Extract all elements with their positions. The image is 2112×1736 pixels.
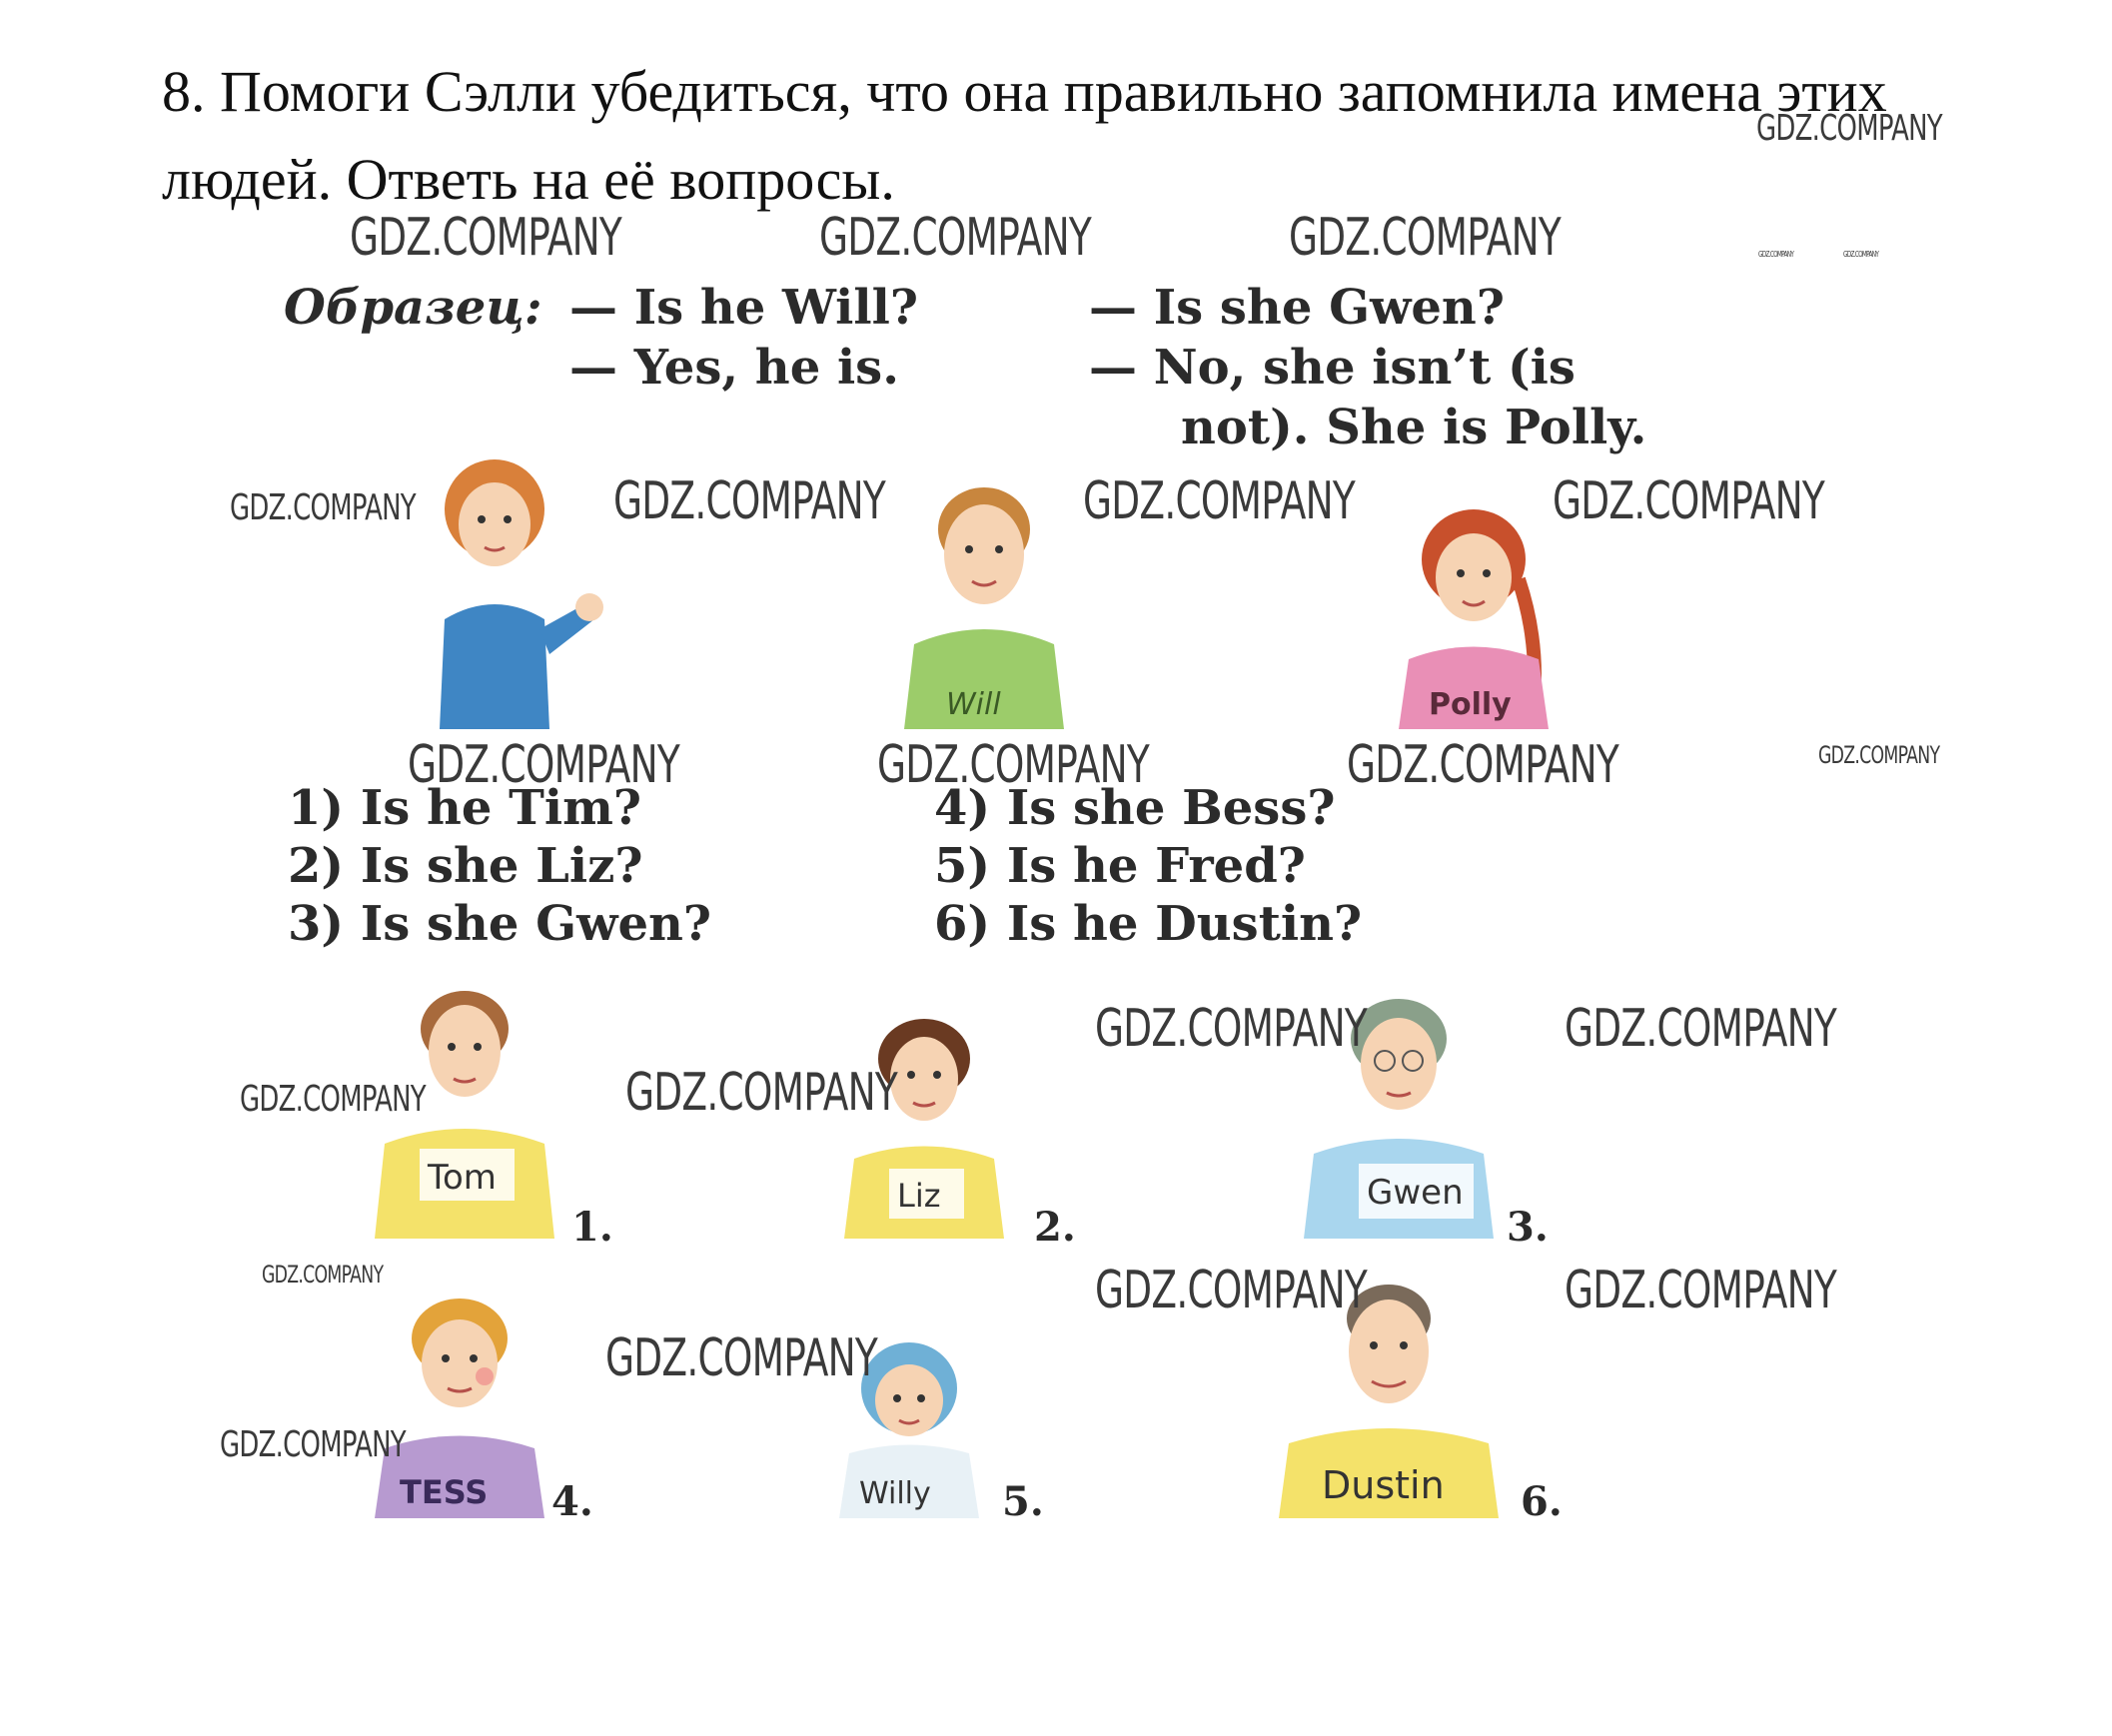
watermark: GDZ.COMPANY — [1565, 999, 1837, 1059]
watermark: GDZ.COMPANY — [230, 487, 416, 528]
watermark: GDZ.COMPANY — [1083, 471, 1356, 531]
watermark: GDZ.COMPANY — [1347, 735, 1619, 795]
person-2-number: 2. — [1034, 1204, 1076, 1251]
person-4-number: 4. — [551, 1478, 593, 1525]
watermark: GDZ.COMPANY — [350, 208, 622, 268]
girl-polly-illustration — [1389, 499, 1569, 729]
example-label: Образец: — [284, 280, 542, 336]
person-1-shirt-label: Tom — [428, 1158, 497, 1198]
person-2-liz — [839, 1009, 1009, 1239]
watermark: GDZ.COMPANY — [240, 1079, 426, 1120]
person-2-shirt-label: Liz — [897, 1177, 941, 1215]
polly-shirt-label: Polly — [1429, 687, 1512, 722]
question-6: 6) Is he Dustin? — [934, 896, 1363, 952]
person-6-number: 6. — [1521, 1478, 1563, 1525]
watermark: GDZ.COMPANY — [220, 1424, 406, 1465]
person-1-number: 1. — [571, 1204, 613, 1251]
will-shirt-label: Will — [946, 687, 1001, 722]
person-3-shirt-label: Gwen — [1367, 1173, 1464, 1213]
example-left-answer: — Yes, he is. — [569, 340, 899, 396]
watermark: GDZ.COMPANY — [1553, 471, 1825, 531]
watermark: GDZ.COMPANY — [1095, 1261, 1368, 1320]
watermark: GDZ.COMPANY — [1818, 741, 1940, 769]
watermark: GDZ.COMPANY — [605, 1328, 878, 1388]
person-5-number: 5. — [1002, 1478, 1044, 1525]
example-right-question: — Is she Gwen? — [1089, 280, 1505, 336]
person-3-number: 3. — [1507, 1204, 1549, 1251]
watermark: GDZ.COMPANY — [819, 208, 1092, 268]
watermark: GDZ.COMPANY — [1843, 250, 1879, 259]
question-2: 2) Is she Liz? — [288, 838, 643, 894]
watermark: GDZ.COMPANY — [625, 1063, 898, 1123]
question-1: 1) Is he Tim? — [288, 780, 642, 836]
person-4-tess — [370, 1289, 549, 1518]
watermark: GDZ.COMPANY — [1758, 250, 1794, 259]
watermark: GDZ.COMPANY — [1756, 108, 1942, 149]
girl-pointing-illustration — [400, 449, 619, 729]
watermark: GDZ.COMPANY — [262, 1261, 384, 1289]
person-4-shirt-label: TESS — [400, 1473, 489, 1511]
watermark: GDZ.COMPANY — [877, 735, 1150, 795]
watermark: GDZ.COMPANY — [1095, 999, 1368, 1059]
watermark: GDZ.COMPANY — [1289, 208, 1562, 268]
person-6-shirt-label: Dustin — [1322, 1463, 1445, 1507]
example-left-question: — Is he Will? — [569, 280, 918, 336]
watermark: GDZ.COMPANY — [613, 471, 886, 531]
question-4: 4) Is she Bess? — [934, 780, 1336, 836]
question-5: 5) Is he Fred? — [934, 838, 1306, 894]
person-5-shirt-label: Willy — [859, 1476, 931, 1511]
example-right-answer-line2: not). She is Polly. — [1181, 400, 1647, 455]
watermark: GDZ.COMPANY — [1565, 1261, 1837, 1320]
boy-will-illustration — [894, 469, 1074, 729]
task-text: 8. Помоги Сэлли убедиться, что она правильно запомнила имена этих людей. Ответь на её вопросы. — [162, 59, 1887, 212]
question-3: 3) Is she Gwen? — [288, 896, 712, 952]
example-right-answer-line1: — No, she isn’t (is — [1089, 340, 1576, 396]
watermark: GDZ.COMPANY — [408, 735, 680, 795]
